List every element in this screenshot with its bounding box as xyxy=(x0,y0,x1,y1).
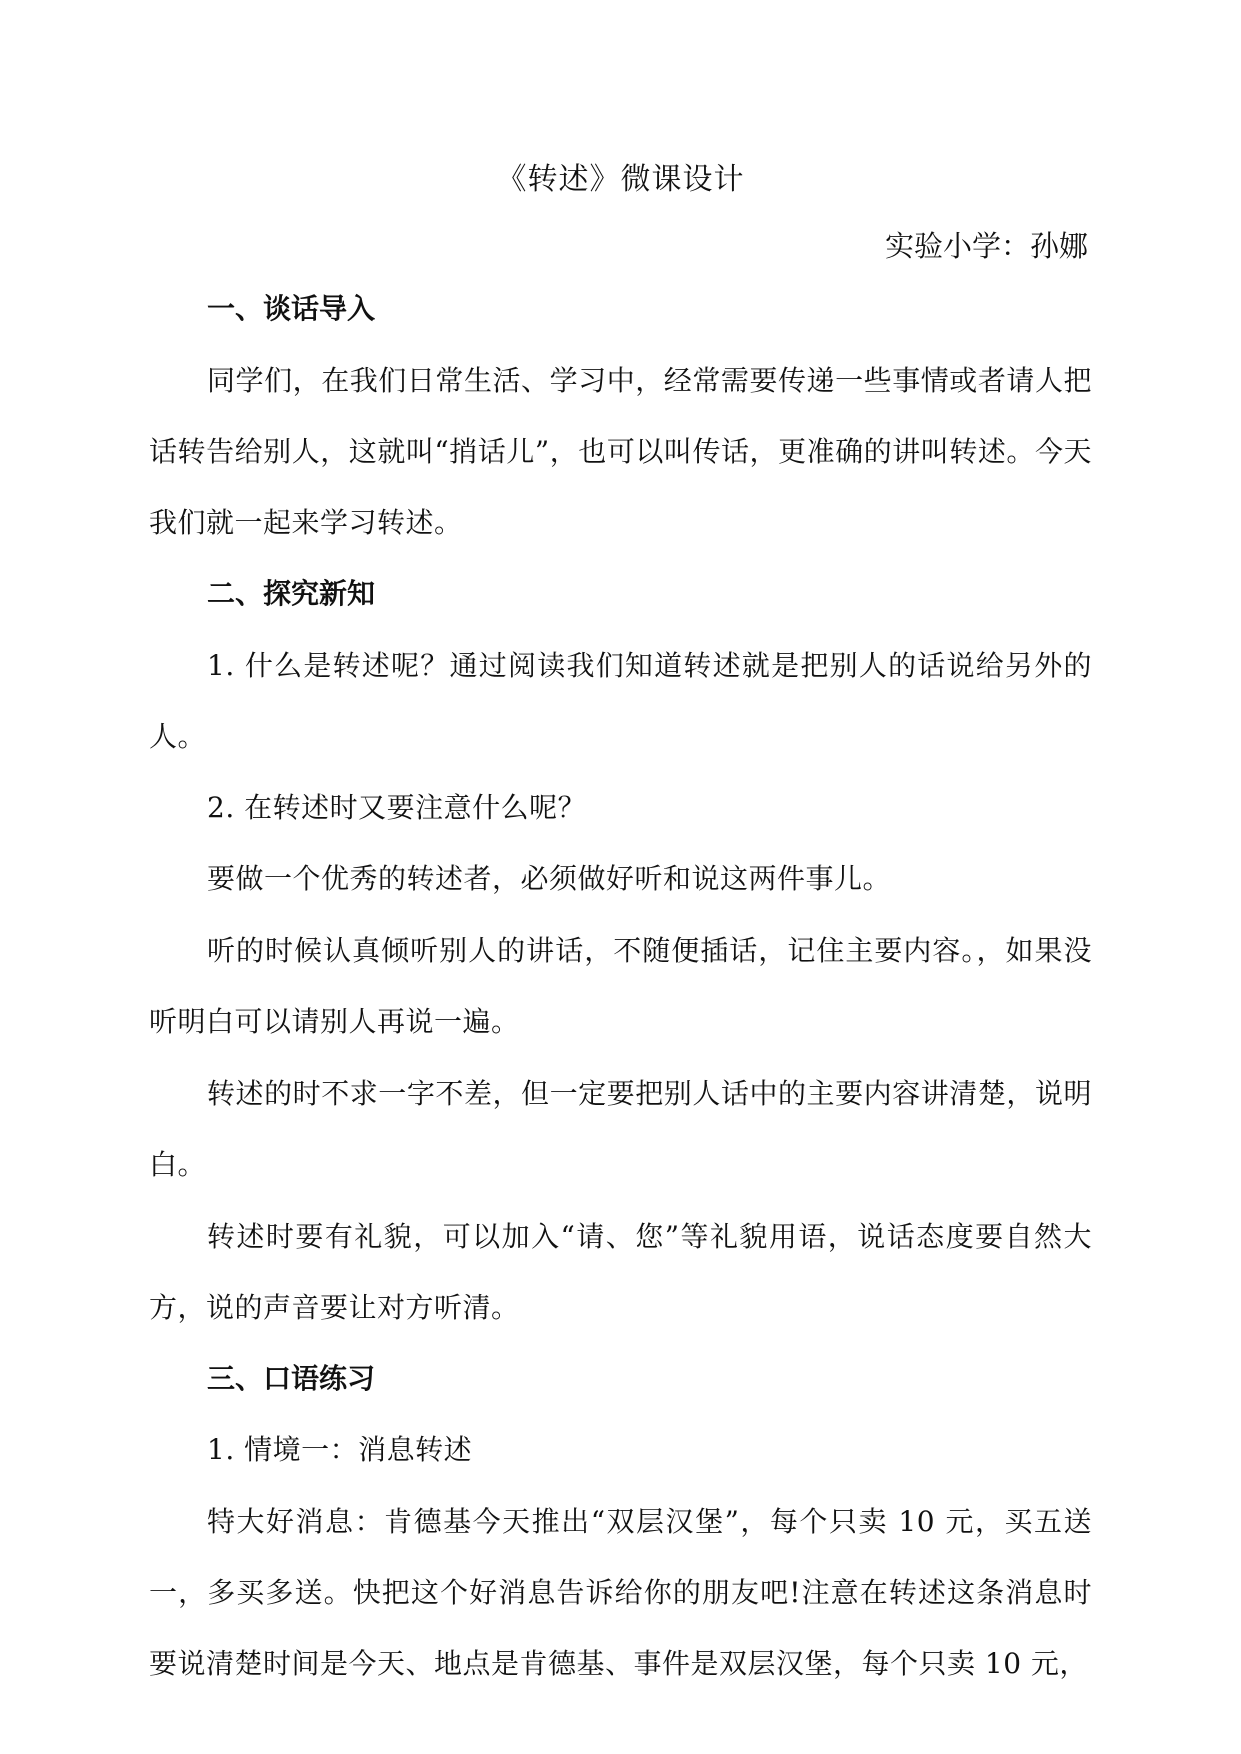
paragraph: 同学们，在我们日常生活、学习中，经常需要传递一些事情或者请人把话转告给别人，这就叫“捎话儿”，也可以叫传话，更准确的讲叫转述。今天我们就一起来学习转述。 xyxy=(149,364,1092,539)
paragraph: 1. 什么是转述呢？通过阅读我们知道转述就是把别人的话说给另外的人。 xyxy=(149,649,1092,753)
paragraph: 听的时候认真倾听别人的讲话，不随便插话，记住主要内容。，如果没听明白可以请别人再说一遍。 xyxy=(149,934,1092,1038)
paragraph: 要做一个优秀的转述者，必须做好听和说这两件事儿。 xyxy=(207,862,892,895)
section-heading: 二、探究新知 xyxy=(207,577,376,610)
section-heading: 一、谈话导入 xyxy=(207,292,376,325)
paragraph: 2. 在转述时又要注意什么呢？ xyxy=(207,791,587,824)
paragraph: 特大好消息：肯德基今天推出“双层汉堡”，每个只卖 10 元，买五送一，多买多送。快把这个好消息告诉给你的朋友吧!注意在转述这条消息时要说清楚时间是今天、地点是肯德基、事件是双层汉堡，每个只卖 10 元， xyxy=(149,1505,1092,1680)
paragraph: 1. 情境一：消息转述 xyxy=(207,1433,473,1466)
paragraph: 转述的时不求一字不差，但一定要把别人话中的主要内容讲清楚，说明白。 xyxy=(149,1077,1092,1181)
author-line: 实验小学：孙娜 xyxy=(884,229,1088,263)
section-heading: 三、口语练习 xyxy=(207,1362,376,1395)
document-title: 《转述》微课设计 xyxy=(496,162,745,197)
document-body xyxy=(149,288,1092,1714)
paragraph: 转述时要有礼貌，可以加入“请、您”等礼貌用语，说话态度要自然大方，说的声音要让对方听清。 xyxy=(149,1220,1092,1324)
